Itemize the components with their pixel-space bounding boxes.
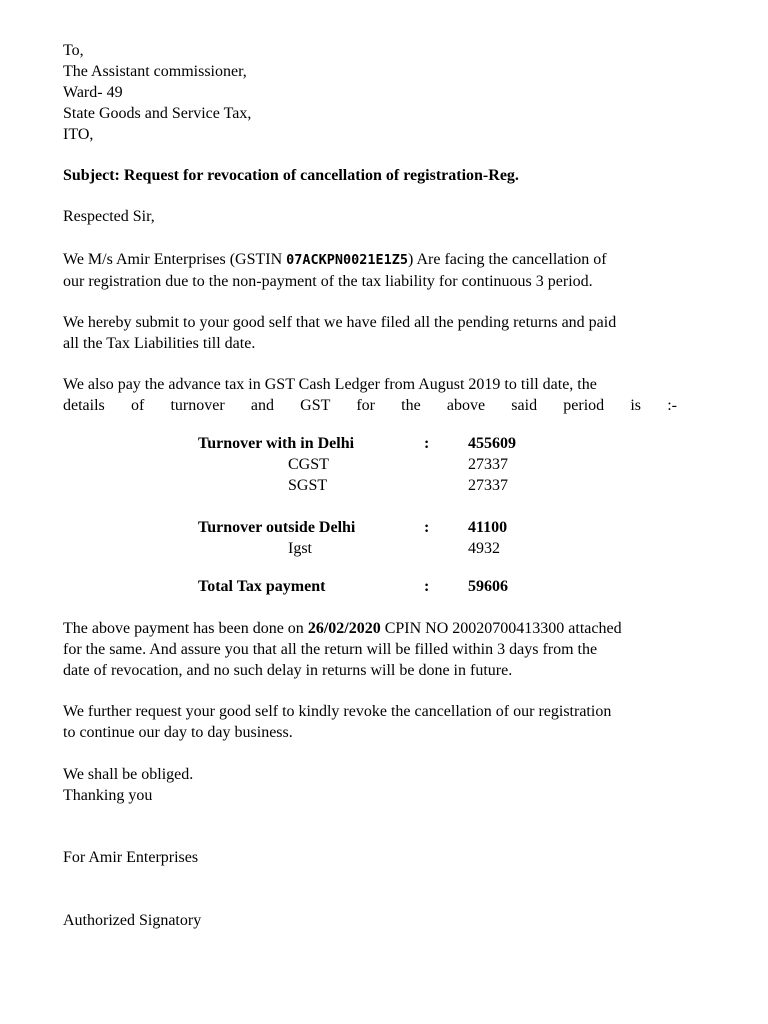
delhi-turnover-value: 455609 [468,435,516,452]
paragraph-advance-tax [63,374,677,416]
closing-obliged: We shall be obliged. [63,766,194,783]
paragraph-request [63,701,677,743]
gstin-number: 07ACKPN0021E1Z5 [286,252,409,268]
delhi-turnover-colon: : [424,435,430,452]
recipient-address [63,40,677,145]
delhi-turnover-label: Turnover with in Delhi [198,435,355,452]
para1-text-start: We M/s Amir Enterprises (GSTIN [63,251,287,268]
sgst-value: 27337 [468,477,508,494]
address-office: ITO, [63,126,94,143]
paragraph-payment-line2: for the same. And assure you that all the return will be filled within 3 days from the [63,641,598,658]
igst-label: Igst [288,540,312,557]
paragraph-request-line1: We further request your good self to kindly revoke the cancellation of our registration [63,703,612,720]
paragraph-payment [63,618,677,681]
address-recipient: The Assistant commissioner, [63,63,247,80]
para4-text-start: The above payment has been done on [63,620,308,637]
salutation: Respected Sir, [63,208,155,225]
paragraph-payment-line3: date of revocation, and no such delay in returns will be done in future. [63,662,513,679]
paragraph-returns-line1: We hereby submit to your good self that we have filed all the pending returns and paid [63,314,617,331]
paragraph-request-line2: to continue our day to day business. [63,724,293,741]
total-tax-label: Total Tax payment [198,578,326,595]
subject-line: Subject: Request for revocation of cancellation of registration-Reg. [63,167,519,184]
total-tax-colon: : [424,578,430,595]
outside-turnover-value: 41100 [468,519,508,536]
closing-remarks [63,764,677,806]
paragraph-advance-tax-line1: We also pay the advance tax in GST Cash Ledger from August 2019 to till date, the [63,376,597,393]
para4-text-end: CPIN NO 20020700413300 attached [380,620,622,637]
paragraph-returns [63,312,677,354]
payment-date: 26/02/2020 [307,620,381,637]
igst-value: 4932 [468,540,500,557]
cgst-value: 27337 [468,456,508,473]
sgst-label: SGST [288,477,328,494]
outside-turnover-label: Turnover outside Delhi [198,519,356,536]
authorized-signatory: Authorized Signatory [63,912,202,929]
paragraph-registration-line2: our registration due to the non-payment of the tax liability for continuous 3 period. [63,273,593,290]
paragraph-registration-line1 [63,249,677,271]
address-department: State Goods and Service Tax, [63,105,252,122]
cgst-label: CGST [288,456,329,473]
address-to: To, [63,42,84,59]
total-tax-value: 59606 [468,578,508,595]
para1-text-end: ) Are facing the cancellation of [408,251,607,268]
closing-thanks: Thanking you [63,787,153,804]
paragraph-registration [63,249,677,292]
address-ward: Ward- 49 [63,84,123,101]
paragraph-payment-line1 [63,618,677,639]
company-name: For Amir Enterprises [63,849,199,866]
paragraph-returns-line2: all the Tax Liabilities till date. [63,335,256,352]
outside-turnover-colon: : [424,519,430,536]
paragraph-advance-tax-line2: details of turnover and GST for the above said period is :- [63,397,677,414]
